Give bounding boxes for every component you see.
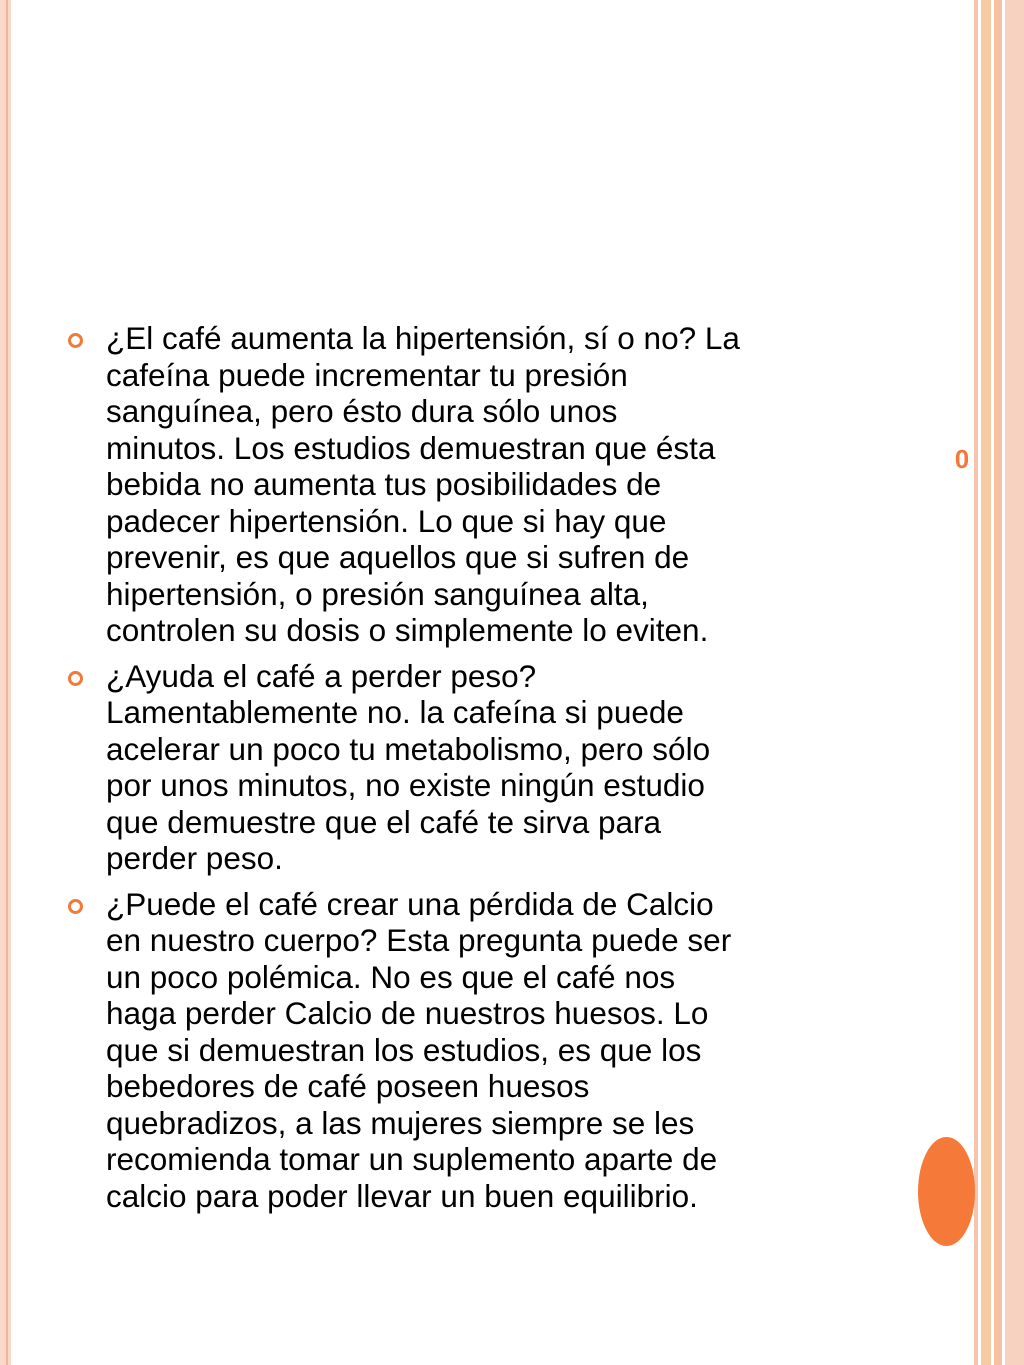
bullet-list [62,320,882,1223]
right-decorative-stripe [994,0,1002,1365]
right-decorative-stripe [1005,0,1024,1365]
circle-bullet-icon [68,671,83,686]
right-decorative-stripe [981,0,991,1365]
slide-number: 0 [954,444,970,474]
slide-frame-left-border [6,0,8,1365]
bullet-text: ¿Puede el café crear una pérdida de Calcio en nuestro cuerpo? Esta pregunta puede ser un poco polémica. No es que el café nos haga perder Calcio de nuestros huesos. Lo que si demuestran los estudios, es que los bebedores de café poseen huesos quebradizos, a las mujeres siempre se les recomienda tomar un suplemento aparte de calcio para poder llevar un buen equilibrio. [106,885,732,1214]
bullet-item [62,658,882,877]
bullet-item [62,886,882,1215]
bullet-item [62,320,882,649]
circle-bullet-icon [68,899,83,914]
orange-oval-decoration [918,1137,975,1246]
circle-bullet-icon [68,333,83,348]
bullet-text: ¿Ayuda el café a perder peso? Lamentablemente no. la cafeína si puede acelerar un poco tu metabolismo, pero sólo por unos minutos, no existe ningún estudio que demuestre que el café te sirva para perder peso. [106,657,711,876]
bullet-text: ¿El café aumenta la hipertensión, sí o no? La cafeína puede incrementar tu presión sanguínea, pero ésto dura sólo unos minutos. Los estudios demuestran que ésta bebida no aumenta tus posibilidades de padecer hipertensión. Lo que si hay que prevenir, es que aquellos que si sufren de hipertensión, o presión sanguínea alta, controlen su dosis o simplemente lo eviten. [106,320,740,648]
